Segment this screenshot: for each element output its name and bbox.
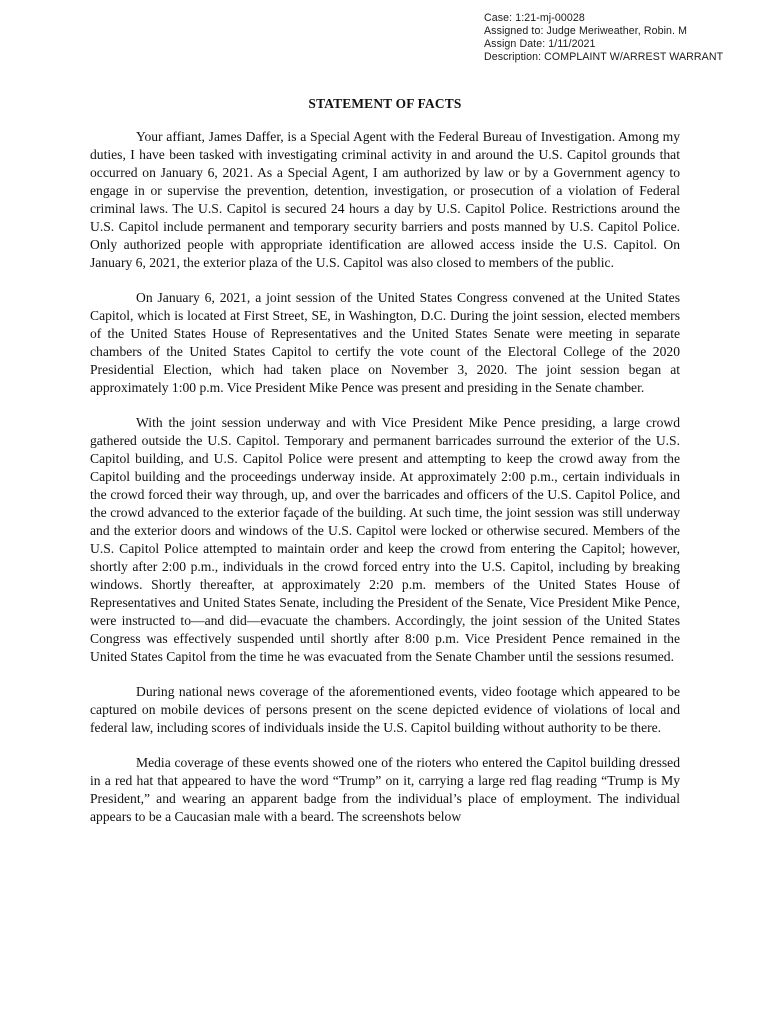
paragraph-affiant: Your affiant, James Daffer, is a Special Agent with the Federal Bureau of Investigation. Among my duties, I have been tasked with investigating criminal activity in and around the U.S. Capitol grounds that occurred on January 6, 2021. As a Special Agent, I am authorized by law or by a Government agency to engage in or supervise the prevention, detention, investigation, or prosecution of a violation of Federal criminal laws. The U.S. Capitol is secured 24 hours a day by U.S. Capitol Police. Restrictions around the U.S. Capitol include permanent and temporary security barriers and posts manned by U.S. Capitol Police. Only authorized people with appropriate identification are allowed access inside the U.S. Capitol. On January 6, 2021, the exterior plaza of the U.S. Capitol was also closed to members of the public. bbox=[90, 129, 680, 270]
paragraph-crowd-breach: With the joint session underway and with Vice President Mike Pence presiding, a large crowd gathered outside the U.S. Capitol. Temporary and permanent barricades surround the exterior of the U.S. Capitol building, and U.S. Capitol Police were present and attempting to keep the crowd away from the Capitol building and the proceedings underway inside. At approximately 2:00 p.m., certain individuals in the crowd forced their way through, up, and over the barricades and officers of the U.S. Capitol Police, and the crowd advanced to the exterior façade of the building. At such time, the joint session was still underway and the exterior doors and windows of the U.S. Capitol were locked or otherwise secured. Members of the U.S. Capitol Police attempted to maintain order and keep the crowd from entering the Capitol; however, shortly after 2:00 p.m., individuals in the crowd forced entry into the U.S. Capitol, including by breaking windows. Shortly thereafter, at approximately 2:20 p.m. members of the United States House of Representatives and United States Senate, including the President of the Senate, Vice President Mike Pence, were instructed to—and did—evacuate the chambers. Accordingly, the joint session of the United States Congress was effectively suspended until shortly after 8:00 p.m. Vice President Pence remained in the United States Capitol from the time he was evacuated from the Senate Chamber until the sessions resumed. bbox=[90, 415, 680, 664]
case-description: Description: COMPLAINT W/ARREST WARRANT bbox=[484, 51, 724, 63]
paragraph-media-coverage: Media coverage of these events showed one of the rioters who entered the Capitol building dressed in a red hat that appeared to have the word “Trump” on it, carrying a large red flag reading “Trump is My President,” and wearing an apparent badge from the individual’s place of employment. The individual appears to be a Caucasian male with a beard. The screenshots below bbox=[90, 755, 680, 824]
paragraph-news-coverage: During national news coverage of the aforementioned events, video footage which appeared to be captured on mobile devices of persons present on the scene depicted evidence of violations of local and federal law, including scores of individuals inside the U.S. Capitol building without authority to be there. bbox=[90, 684, 680, 735]
document-body bbox=[90, 128, 680, 843]
assign-date: Assign Date: 1/11/2021 bbox=[484, 38, 596, 50]
case-number: Case: 1:21-mj-00028 bbox=[484, 12, 585, 24]
paragraph-joint-session: On January 6, 2021, a joint session of the United States Congress convened at the United States Capitol, which is located at First Street, SE, in Washington, D.C. During the joint session, elected members of the United States House of Representatives and the United States Senate were meeting in separate chambers of the United States Capitol to certify the vote count of the Electoral College of the 2020 Presidential Election, which had taken place on November 3, 2020. The joint session began at approximately 1:00 p.m. Vice President Mike Pence was present and presiding in the Senate chamber. bbox=[90, 290, 680, 395]
case-info-stamp bbox=[484, 12, 766, 64]
document-title: STATEMENT OF FACTS bbox=[308, 96, 462, 111]
assigned-judge: Assigned to: Judge Meriweather, Robin. M bbox=[484, 25, 688, 37]
